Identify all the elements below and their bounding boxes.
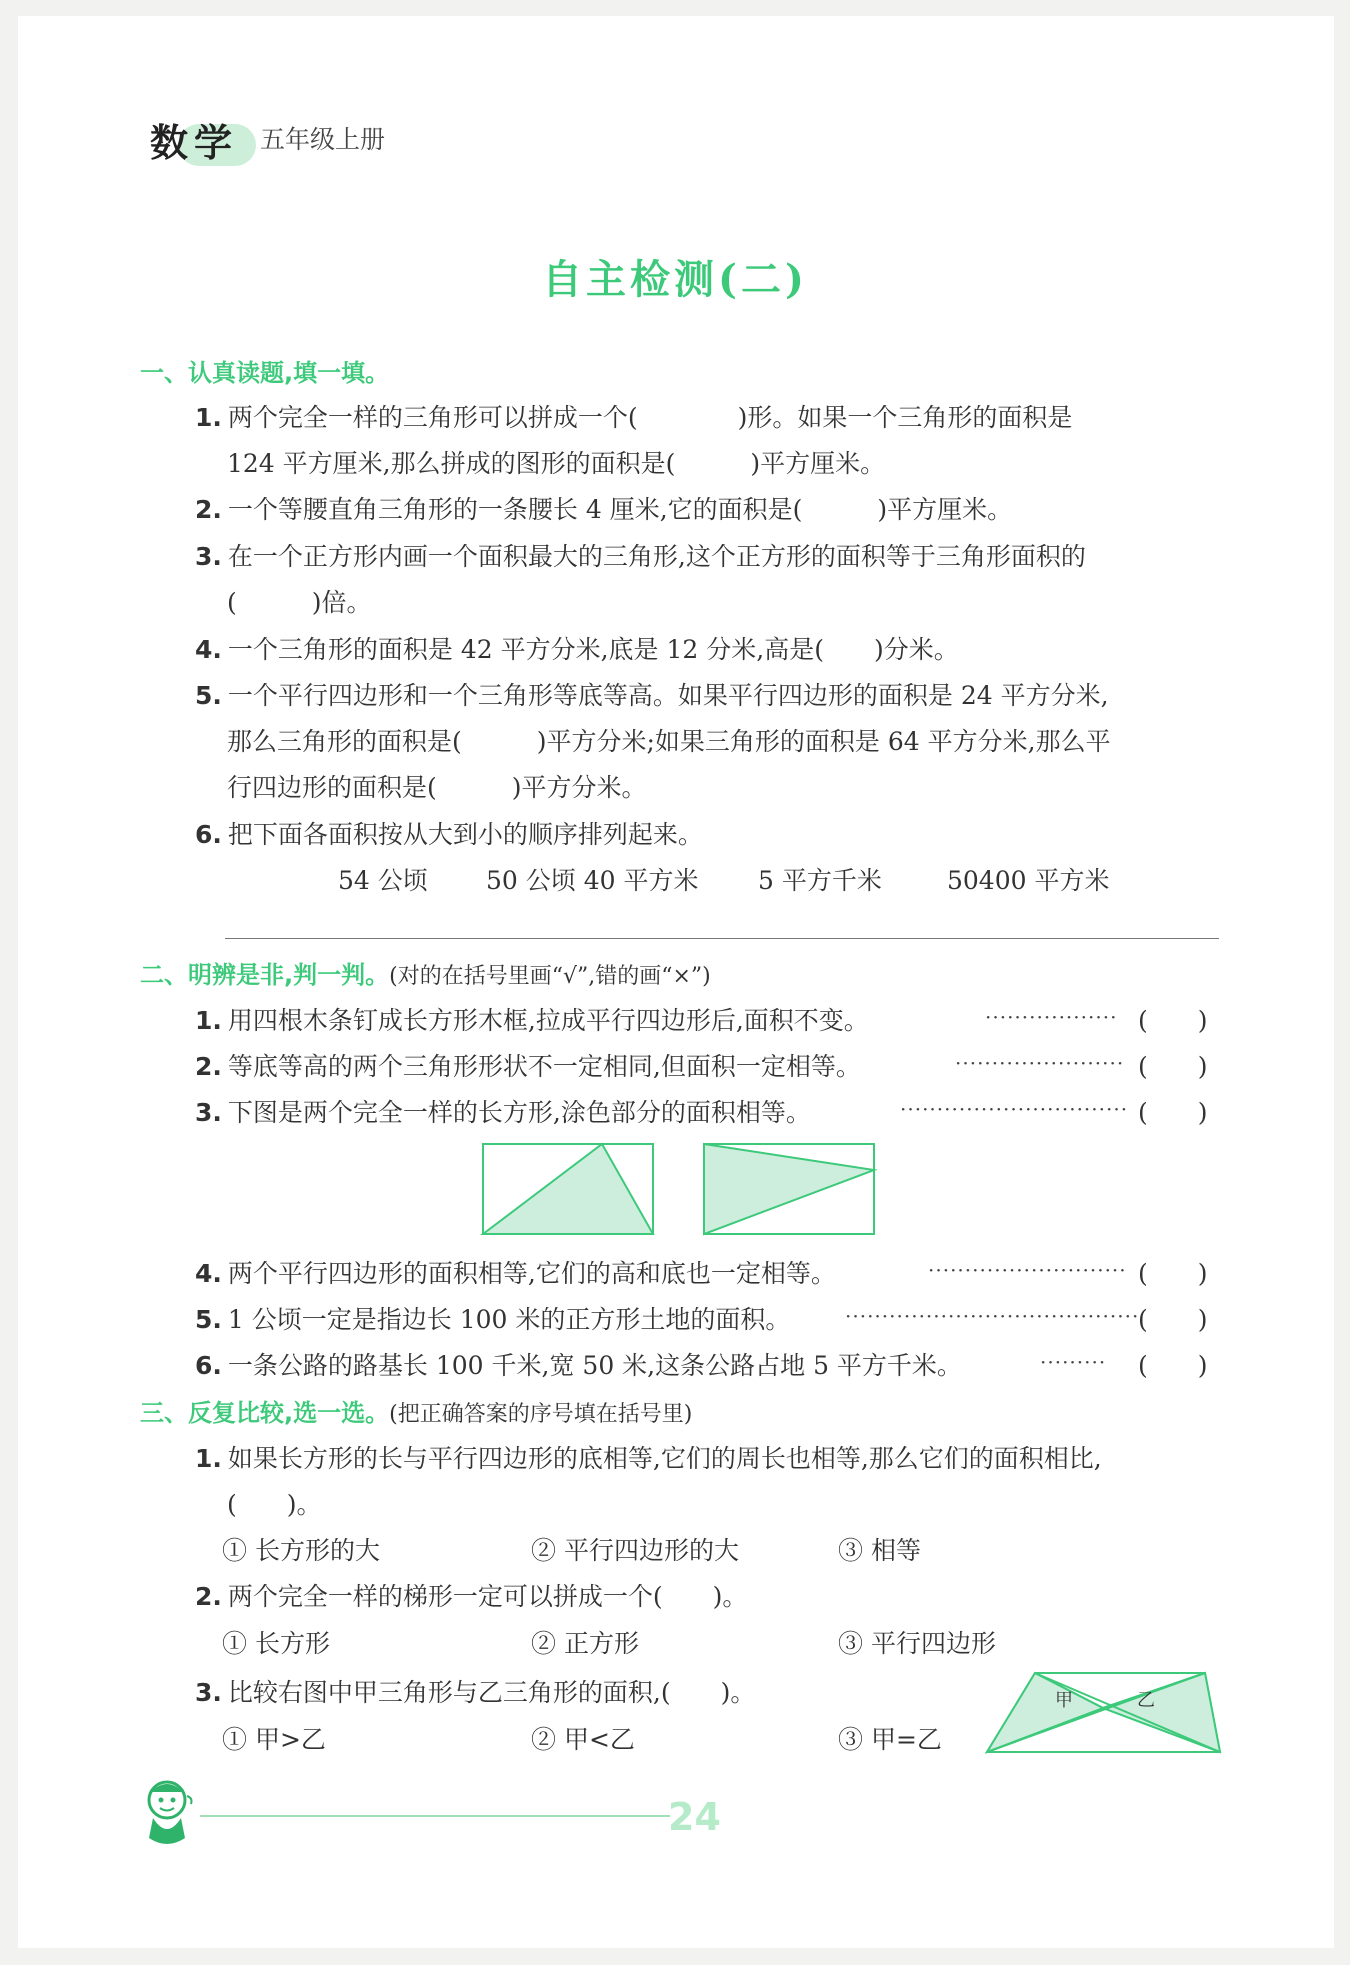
page-title: 自主检测(二) [542, 256, 808, 303]
q-number: 2. [195, 495, 222, 524]
judge-paren: ( ) [1138, 1351, 1208, 1380]
judge-paren: ( ) [1138, 1052, 1208, 1081]
s1-q4 [195, 630, 959, 666]
q-number: 3. [195, 1098, 222, 1127]
section3-heading [140, 1393, 692, 1428]
subject-title: 数学 [150, 121, 239, 165]
s1-q5 [195, 676, 1109, 712]
section1-heading: 一、认真读题,填一填。 [140, 359, 390, 387]
s1-q1-line1: 两个完全一样的三角形可以拼成一个( )形。如果一个三角形的面积是 [227, 403, 1073, 432]
q-number: 6. [195, 1351, 222, 1380]
leader-dots: ······························· [900, 1097, 1129, 1121]
page-number: 24 [668, 1795, 721, 1839]
judge-paren: ( ) [1138, 1006, 1208, 1035]
s3-q1-line1: 如果长方形的长与平行四边形的底相等,它们的周长也相等,那么它们的面积相比, [227, 1444, 1102, 1473]
s2-q3 [195, 1093, 811, 1129]
area-item: 5 平方千米 [758, 866, 882, 895]
q-number: 5. [195, 1305, 222, 1334]
q-number: 5. [195, 681, 222, 710]
s2-q1 [195, 1001, 869, 1037]
s3-q3 [195, 1673, 755, 1709]
footer-line [200, 1815, 670, 1817]
s1-q5-line1: 一个平行四边形和一个三角形等底等高。如果平行四边形的面积是 24 平方分米, [227, 681, 1109, 710]
s2-q5 [195, 1300, 790, 1336]
answer-line [225, 938, 1219, 939]
area-item: 50400 平方米 [947, 866, 1110, 895]
judge-paren: ( ) [1138, 1259, 1208, 1288]
q-number: 3. [195, 542, 222, 571]
q-number: 4. [195, 1259, 222, 1288]
q-number: 6. [195, 820, 222, 849]
s1-q5-line2: 那么三角形的面积是( )平方分米;如果三角形的面积是 64 平方分米,那么平 [227, 727, 1111, 756]
q-number: 1. [195, 403, 222, 432]
section3-heading-text: 三、反复比较,选一选。 [140, 1399, 390, 1427]
s2-q2-text: 等底等高的两个三角形形状不一定相同,但面积一定相等。 [227, 1052, 861, 1081]
label-yi: 乙 [1137, 1690, 1155, 1711]
section2-heading-text: 二、明辨是非,判一判。 [140, 961, 390, 989]
q-number: 2. [195, 1582, 222, 1611]
s2-q1-text: 用四根木条钉成长方形木框,拉成平行四边形后,面积不变。 [227, 1006, 869, 1035]
trapezoid-figure [985, 1668, 1225, 1758]
leader-dots: ·················· [985, 1005, 1118, 1029]
leader-dots: ········································ [845, 1304, 1140, 1328]
s1-q3-line2: ( )倍。 [227, 588, 372, 617]
s2-q4 [195, 1254, 836, 1290]
s1-q5-line3: 行四边形的面积是( )平方分米。 [227, 773, 647, 802]
q-number: 3. [195, 1678, 222, 1707]
q-number: 1. [195, 1444, 222, 1473]
q-number: 2. [195, 1052, 222, 1081]
s1-q2-text: 一个等腰直角三角形的一条腰长 4 厘米,它的面积是( )平方厘米。 [227, 495, 1013, 524]
s1-q1-line2: 124 平方厘米,那么拼成的图形的面积是( )平方厘米。 [227, 449, 886, 478]
choice-option: ① 甲>乙 [222, 1725, 326, 1754]
s1-q3 [195, 537, 1086, 573]
rectangles-figure [480, 1140, 880, 1240]
label-jia: 甲 [1055, 1690, 1073, 1711]
s2-q6-text: 一条公路的路基长 100 千米,宽 50 米,这条公路占地 5 平方千米。 [227, 1351, 962, 1380]
s1-q1 [195, 398, 1072, 434]
s2-q2 [195, 1047, 861, 1083]
s3-q1 [195, 1439, 1102, 1475]
area-item: 54 公顷 [338, 866, 428, 895]
section2-heading [140, 955, 711, 990]
section3-note: (把正确答案的序号填在括号里) [389, 1402, 693, 1427]
judge-paren: ( ) [1138, 1098, 1208, 1127]
q-number: 1. [195, 1006, 222, 1035]
section2-note: (对的在括号里画“√”,错的画“×”) [389, 964, 711, 989]
s3-q1-line2: ( )。 [227, 1490, 322, 1519]
s1-q4-text: 一个三角形的面积是 42 平方分米,底是 12 分米,高是( )分米。 [227, 635, 959, 664]
judge-paren: ( ) [1138, 1305, 1208, 1334]
leader-dots: ········· [1040, 1350, 1107, 1374]
s3-q3-text: 比较右图中甲三角形与乙三角形的面积,( )。 [227, 1678, 756, 1707]
choice-option: ② 正方形 [531, 1629, 639, 1658]
s1-q2 [195, 490, 1012, 526]
choice-option: ① 长方形 [222, 1629, 330, 1658]
mascot-icon [135, 1778, 205, 1850]
s2-q6 [195, 1346, 962, 1382]
choice-option: ③ 甲=乙 [838, 1725, 942, 1754]
choice-option: ② 平行四边形的大 [531, 1536, 739, 1565]
s2-q3-text: 下图是两个完全一样的长方形,涂色部分的面积相等。 [227, 1098, 811, 1127]
choice-option: ③ 平行四边形 [838, 1629, 996, 1658]
s3-q2 [195, 1577, 747, 1613]
s2-q5-text: 1 公顷一定是指边长 100 米的正方形土地的面积。 [227, 1305, 791, 1334]
choice-option: ① 长方形的大 [222, 1536, 380, 1565]
q-number: 4. [195, 635, 222, 664]
choice-option: ③ 相等 [838, 1536, 921, 1565]
choice-option: ② 甲<乙 [531, 1725, 635, 1754]
s2-q4-text: 两个平行四边形的面积相等,它们的高和底也一定相等。 [227, 1259, 836, 1288]
leader-dots: ······················· [955, 1051, 1125, 1075]
leader-dots: ··························· [928, 1258, 1127, 1282]
grade-label: 五年级上册 [260, 125, 386, 154]
s1-q3-line1: 在一个正方形内画一个面积最大的三角形,这个正方形的面积等于三角形面积的 [227, 542, 1086, 571]
s1-q6-text: 把下面各面积按从大到小的顺序排列起来。 [227, 820, 703, 849]
area-item: 50 公顷 40 平方米 [486, 866, 699, 895]
s1-q6 [195, 815, 703, 851]
s3-q2-text: 两个完全一样的梯形一定可以拼成一个( )。 [227, 1582, 748, 1611]
